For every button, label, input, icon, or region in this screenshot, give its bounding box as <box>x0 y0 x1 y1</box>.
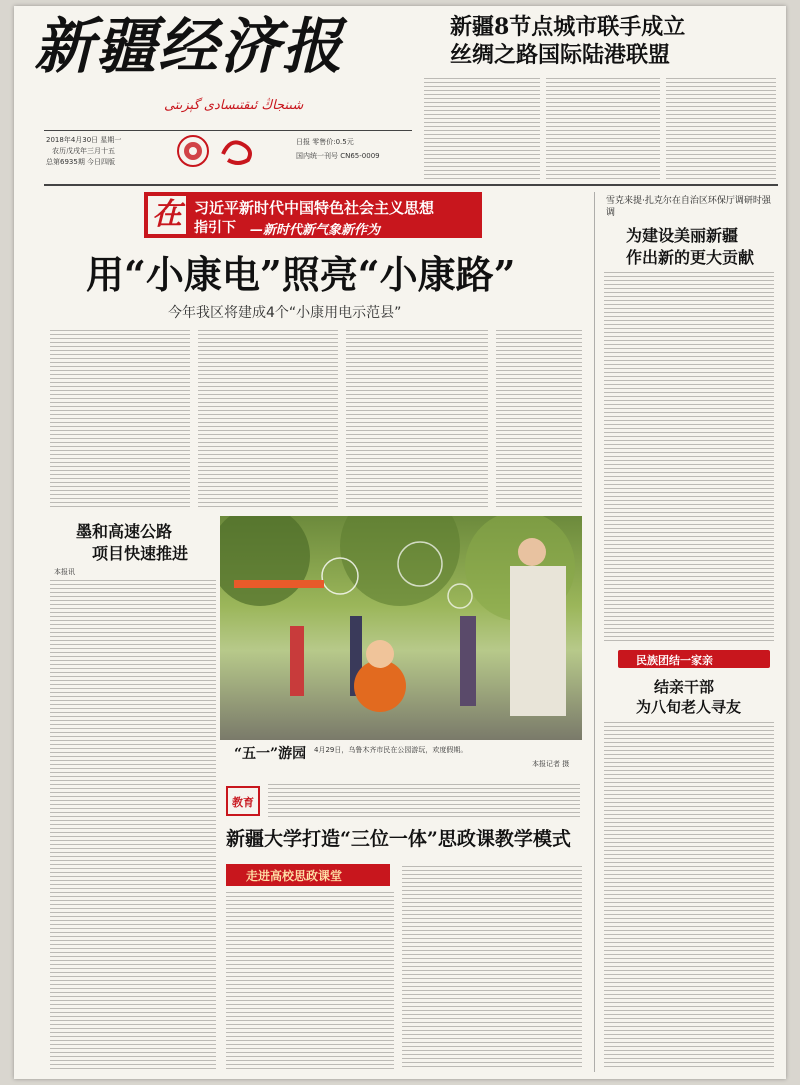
photo-caption-text: 4月29日，乌鲁木齐市民在公园游玩，欢度假期。 <box>314 746 468 754</box>
banner-line1: 习近平新时代中国特色社会主义思想 <box>194 199 435 217</box>
top-story-body-col1 <box>424 78 540 180</box>
top-story-body-col2 <box>546 78 660 180</box>
unity-banner-label: 民族团结一家亲 <box>636 654 713 667</box>
side-story-byline: 本报讯 <box>54 568 75 576</box>
lead-body-col4 <box>496 330 582 510</box>
section-rule <box>44 184 778 186</box>
top-story-title-line1: 新疆8节点城市联手成立 <box>450 14 686 40</box>
top-story-title-line2: 丝绸之路国际陆港联盟 <box>450 42 671 68</box>
newspaper-page <box>14 6 786 1079</box>
side-story-title-line2: 项目快速推进 <box>92 544 189 563</box>
lead-body-col2 <box>198 330 338 510</box>
masthead-lunar: 农历戊戌年三月十五 <box>52 147 115 155</box>
unity-title-line1: 结亲干部 <box>654 678 715 696</box>
lead-body-col1 <box>50 330 190 510</box>
side-story-body <box>50 580 216 1070</box>
edu-intro <box>268 784 580 820</box>
masthead-info-left: 日报 零售价:0.5元 <box>296 138 354 146</box>
emblem-icon <box>176 134 210 168</box>
lead-title: 用“小康电”照亮“小康路” <box>86 252 516 297</box>
logo-icon <box>220 136 256 166</box>
right-col-divider <box>594 192 595 1072</box>
right-col-title-line1: 为建设美丽新疆 <box>626 226 739 245</box>
masthead-info-right: 国内统一刊号 CN65-0009 <box>296 152 380 160</box>
banner-slogan: —新时代新气象新作为 <box>250 223 381 238</box>
edu-column-banner-label: 走进高校思政课堂 <box>246 869 343 883</box>
top-story-body-col3 <box>666 78 776 180</box>
photo-credit: 本报记者 摄 <box>532 760 570 768</box>
right-col-kicker: 雪克来提·扎克尔在自治区环保厅调研时强调 <box>606 196 771 218</box>
masthead-rule <box>44 130 412 131</box>
right-col-body <box>604 272 774 644</box>
lead-body-col3 <box>346 330 488 510</box>
unity-title-line2: 为八旬老人寻友 <box>636 698 742 716</box>
right-col-title-line2: 作出新的更大贡献 <box>626 248 755 267</box>
edu-body-col1 <box>226 892 394 1070</box>
lead-subtitle: 今年我区将建成4个“小康用电示范县” <box>168 305 402 321</box>
photo-scene <box>220 516 582 740</box>
feature-photo <box>220 516 582 740</box>
masthead-date: 2018年4月30日 星期一 <box>46 136 122 144</box>
masthead-title: 新疆经济报 <box>34 12 344 82</box>
edu-tag-label: 教育 <box>232 796 254 809</box>
banner-zai: 在 <box>148 196 186 234</box>
edu-body-col2 <box>402 866 582 1070</box>
edu-title: 新疆大学打造“三位一体”思政课教学模式 <box>226 828 571 850</box>
side-story-title-line1: 墨和高速公路 <box>76 522 173 541</box>
unity-body <box>604 722 774 1070</box>
masthead-issue: 总第6935期 今日四版 <box>46 158 116 166</box>
photo-caption-title: “五一”游园 <box>234 746 307 762</box>
masthead-uyghur-title: شىنجاڭ ئىقتىسادى گېزىتى <box>164 98 304 113</box>
banner-line2: 指引下 <box>194 220 236 236</box>
